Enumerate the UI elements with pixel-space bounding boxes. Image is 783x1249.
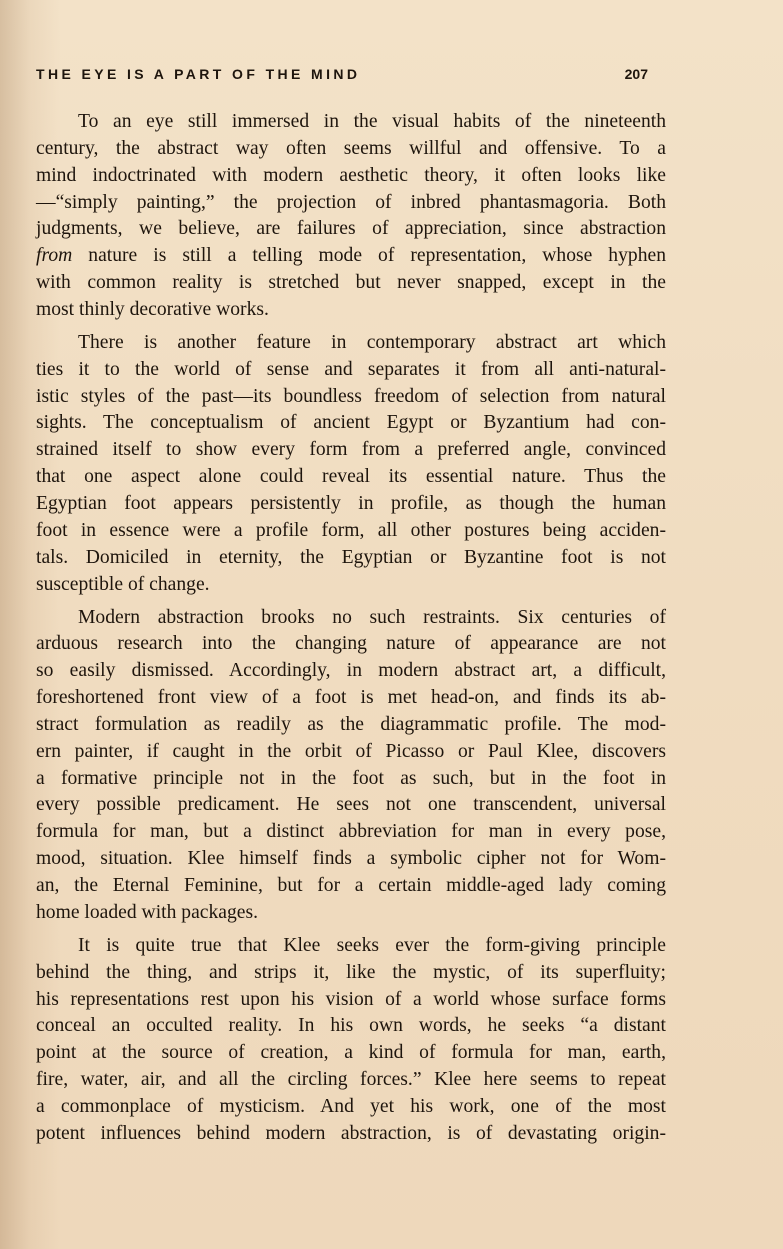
page-header [36, 66, 648, 82]
italic-from: from [36, 245, 73, 267]
text-line: stract formulation as readily as the diagrammatic profile. The mod- [36, 713, 666, 735]
text-line: arduous research into the changing nature of appearance are not [36, 633, 666, 655]
text-line: There is another feature in contemporary abstract art which [78, 331, 666, 353]
text-line: tals. Domiciled in eternity, the Egyptian or Byzantine foot is not [36, 546, 666, 568]
text-line: ern painter, if caught in the orbit of Picasso or Paul Klee, discovers [36, 740, 666, 762]
text-line: that one aspect alone could reveal its essential nature. Thus the [36, 466, 666, 488]
paragraph-4 [36, 933, 666, 1148]
text-line: It is quite true that Klee seeks ever the form-giving principle [78, 934, 666, 956]
text-line: home loaded with packages. [36, 901, 258, 923]
paragraph-2 [36, 330, 666, 598]
text-line: with common reality is stretched but never snapped, except in the [36, 272, 666, 294]
text-line: mood, situation. Klee himself finds a symbolic cipher not for Wom- [36, 848, 666, 870]
text-line: Modern abstraction brooks no such restraints. Six centuries of [78, 606, 666, 628]
text-line: point at the source of creation, a kind of formula for man, earth, [36, 1042, 666, 1064]
text-line: sights. The conceptualism of ancient Egypt or Byzantium had con- [36, 412, 666, 434]
text-line: a commonplace of mysticism. And yet his work, one of the most [36, 1095, 666, 1117]
text-line: his representations rest upon his vision of a world whose surface forms [36, 988, 666, 1010]
text-line: foreshortened front view of a foot is met head-on, and finds its ab- [36, 687, 666, 709]
running-head: THE EYE IS A PART OF THE MIND [36, 66, 361, 82]
text-line: Egyptian foot appears persistently in profile, as though the human [36, 493, 666, 514]
text-line: formula for man, but a distinct abbreviation for man in every pose, [36, 821, 666, 843]
paragraph-3 [36, 605, 666, 927]
text-line: so easily dismissed. Accordingly, in modern abstract art, a difficult, [36, 660, 666, 682]
text-line: —“simply painting,” the projection of inbred phantasmagoria. Both [36, 191, 666, 213]
page-number: 207 [624, 66, 648, 82]
body-text [36, 109, 666, 1154]
text-line: potent influences behind modern abstraction, is of devastating origin- [36, 1122, 666, 1144]
text-line: a formative principle not in the foot as such, but in the foot in [36, 767, 666, 789]
text-line: behind the thing, and strips it, like the mystic, of its superfluity; [36, 961, 666, 983]
text-line: every possible predicament. He sees not one transcendent, universal [36, 794, 666, 816]
text-line: conceal an occulted reality. In his own words, he seeks “a distant [36, 1015, 666, 1037]
text-line: an, the Eternal Feminine, but for a certain middle-aged lady coming [36, 875, 666, 896]
text-line: ties it to the world of sense and separates it from all anti-natural- [36, 358, 666, 380]
text-line: istic styles of the past—its boundless freedom of selection from natural [36, 385, 666, 407]
text-line: susceptible of change. [36, 573, 210, 595]
text-line: judgments, we believe, are failures of appreciation, since abstraction [36, 218, 666, 240]
paragraph-1 [36, 109, 666, 324]
text-line: fire, water, air, and all the circling forces.” Klee here seems to repeat [36, 1069, 666, 1091]
text-line: century, the abstract way often seems willful and offensive. To a [36, 137, 666, 159]
text-line-italic-start [36, 243, 666, 270]
text-line: foot in essence were a profile form, all other postures being acciden- [36, 519, 666, 541]
text-line: To an eye still immersed in the visual habits of the nineteenth [78, 111, 666, 132]
text-line: most thinly decorative works. [36, 298, 269, 320]
text-line: mind indoctrinated with modern aesthetic theory, it often looks like [36, 164, 666, 186]
text-line: strained itself to show every form from a preferred angle, convinced [36, 439, 666, 461]
text-line-rest: nature is still a telling mode of representation, whose hyphen [72, 245, 666, 267]
